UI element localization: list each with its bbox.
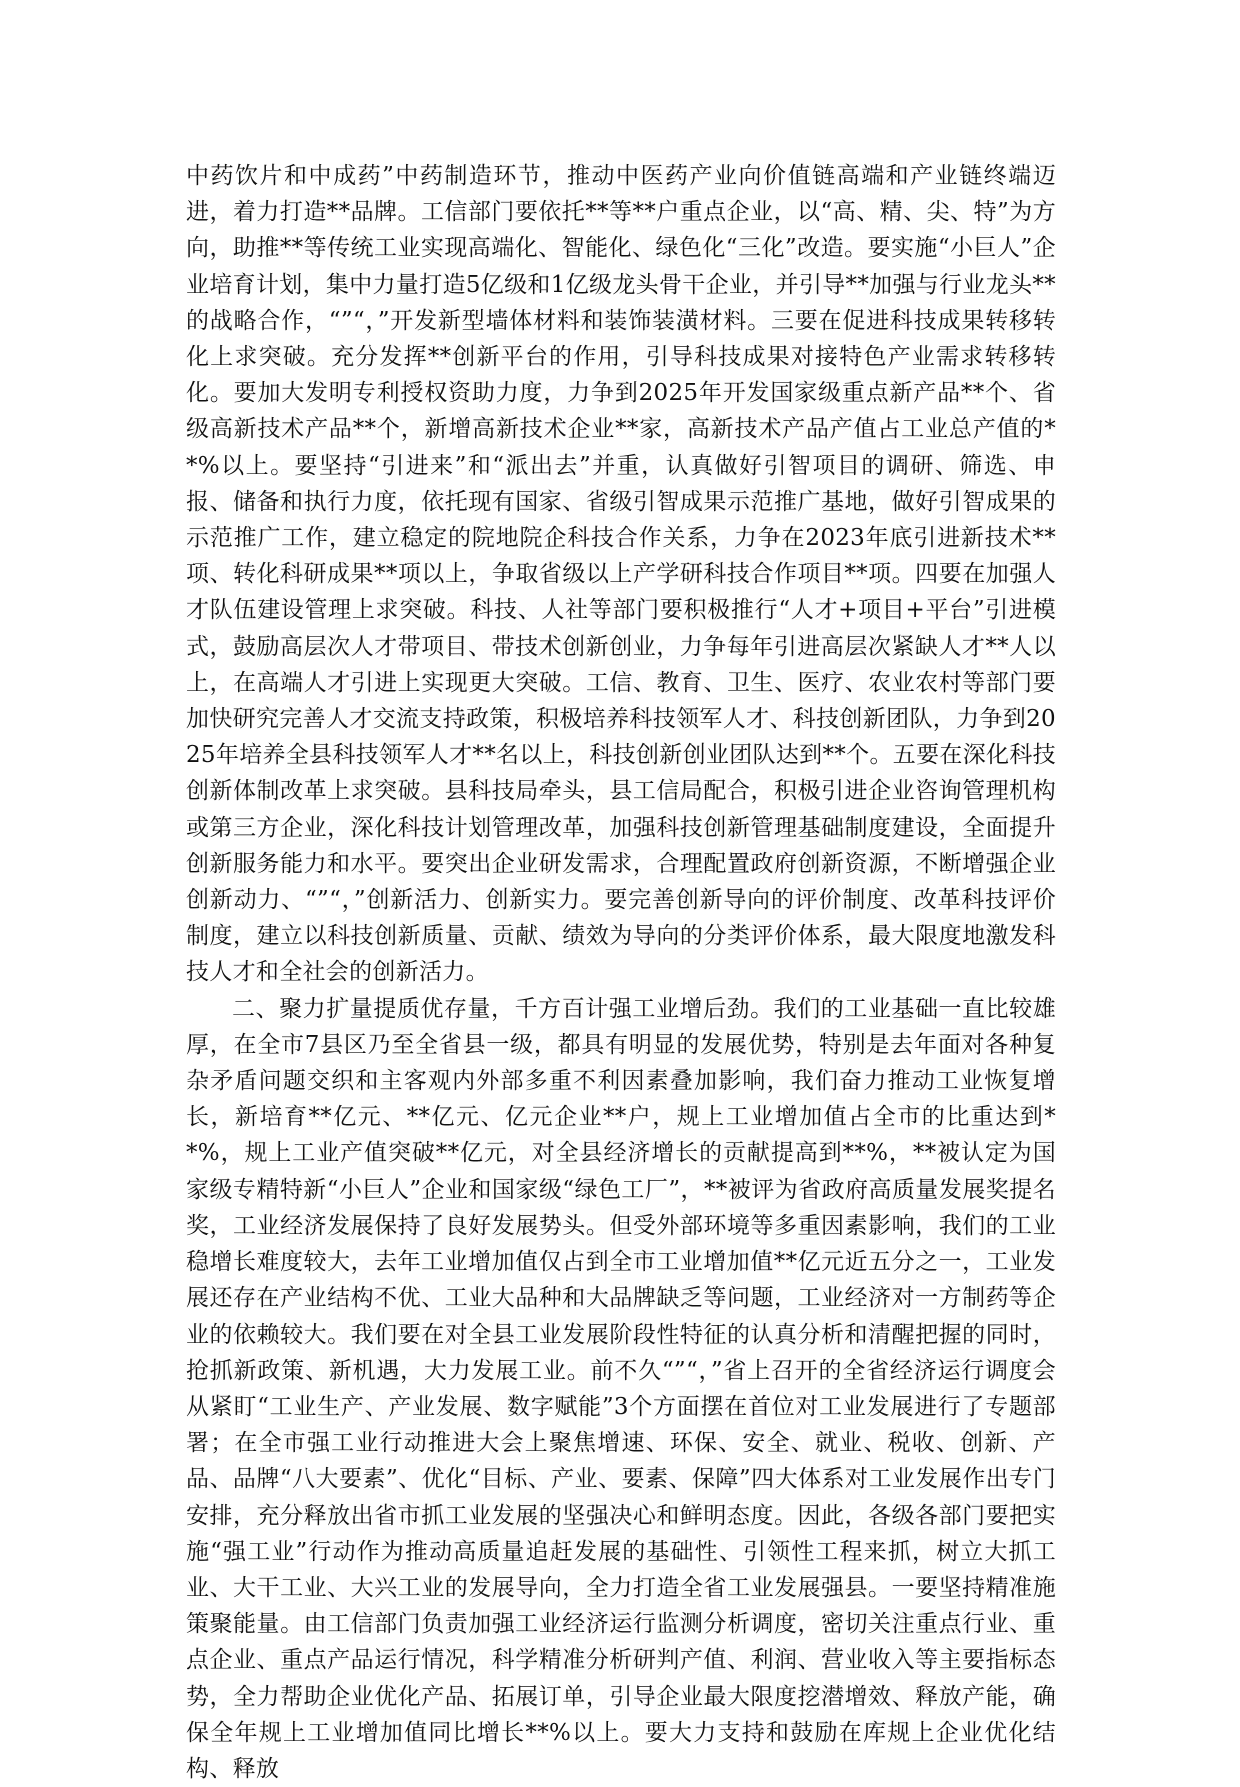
paragraph-industry-strengthening: 二、聚力扩量提质优存量，千方百计强工业增后劲。我们的工业基础一直比较雄厚，在全市7县区乃至全省县一级，都具有明显的发展优势，特别是去年面对各种复杂矛盾问题交织和主客观内外部多重不利因素叠加影响，我们奋力推动工业恢复增长，新培育**亿元、**亿元、亿元企业**户，规上工业增加值占全市的比重达到**%，规上工业产值突破**亿元，对全县经济增长的贡献提高到**%，**被认定为国家级专精特新“小巨人”企业和国家级“绿色工厂”，**被评为省政府高质量发展奖提名奖，工业经济发展保持了良好发展势头。但受外部环境等多重因素影响，我们的工业稳增长难度较大，去年工业增加值仅占到全市工业增加值**亿元近五分之一，工业发展还存在产业结构不优、工业大品种和大品牌缺乏等问题，工业经济对一方制药等企业的依赖较大。我们要在对全县工业发展阶段性特征的认真分析和清醒把握的同时，抢抓新政策、新机遇，大力发展工业。前不久“”“，”省上召开的全省经济运行调度会从紧盯“工业生产、产业发展、数字赋能”3个方面摆在首位对工业发展进行了专题部署；在全市强工业行动推进大会上聚焦增速、环保、安全、就业、税收、创新、产品、品牌“八大要素”、优化“目标、产业、要素、保障”四大体系对工业发展作出专门安排，充分释放出省市抓工业发展的坚强决心和鲜明态度。因此，各级各部门要把实施“强工业”行动作为推动高质量追赶发展的基础性、引领性工程来抓，树立大抓工业、大干工业、大兴工业的发展导向，全力打造全省工业发展强县。一要坚持精准施策聚能量。由工信部门负责加强工业经济运行监测分析调度，密切关注重点行业、重点企业、重点产品运行情况，科学精准分析研判产值、利润、营业收入等主要指标态势，全力帮助企业优化产品、拓展订单，引导企业最大限度挖潜增效、释放产能，确保全年规上工业增加值同比增长**%以上。要大力支持和鼓励在库规上企业优化结构、释放 (186, 995, 1056, 1782)
paragraph-technology-innovation: 中药饮片和中成药”中药制造环节，推动中医药产业向价值链高端和产业链终端迈进，着力打造**品牌。工信部门要依托**等**户重点企业，以“高、精、尖、特”为方向，助推**等传统工业实现高端化、智能化、绿色化“三化”改造。要实施“小巨人”企业培育计划，集中力量打造5亿级和1亿级龙头骨干企业，并引导**加强与行业龙头**的战略合作，“”“，”开发新型墙体材料和装饰装潢材料。三要在促进科技成果转移转化上求突破。充分发挥**创新平台的作用，引导科技成果对接特色产业需求转移转化。要加大发明专利授权资助力度，力争到2025年开发国家级重点新产品**个、省级高新技术产品**个，新增高新技术企业**家，高新技术产品产值占工业总产值的**%以上。要坚持“引进来”和“派出去”并重，认真做好引智项目的调研、筛选、申报、储备和执行力度，依托现有国家、省级引智成果示范推广基地，做好引智成果的示范推广工作，建立稳定的院地院企科技合作关系，力争在2023年底引进新技术**项、转化科研成果**项以上，争取省级以上产学研科技合作项目**项。四要在加强人才队伍建设管理上求突破。科技、人社等部门要积极推行“人才+项目+平台”引进模式，鼓励高层次人才带项目、带技术创新创业，力争每年引进高层次紧缺人才**人以上，在高端人才引进上实现更大突破。工信、教育、卫生、医疗、农业农村等部门要加快研究完善人才交流支持政策，积极培养科技领军人才、科技创新团队，力争到2025年培养全县科技领军人才**名以上，科技创新创业团队达到**个。五要在深化科技创新体制改革上求突破。县科技局牵头，县工信局配合，积极引进企业咨询管理机构或第三方企业，深化科技计划管理改革，加强科技创新管理基础制度建设，全面提升创新服务能力和水平。要突出企业研发需求，合理配置政府创新资源，不断增强企业创新动力、“”“，”创新活力、创新实力。要完善创新导向的评价制度、改革科技评价制度，建立以科技创新质量、贡献、绩效为导向的分类评价体系，最大限度地激发科技人才和全社会的创新活力。 (186, 163, 1056, 986)
document-body (186, 158, 1056, 1787)
